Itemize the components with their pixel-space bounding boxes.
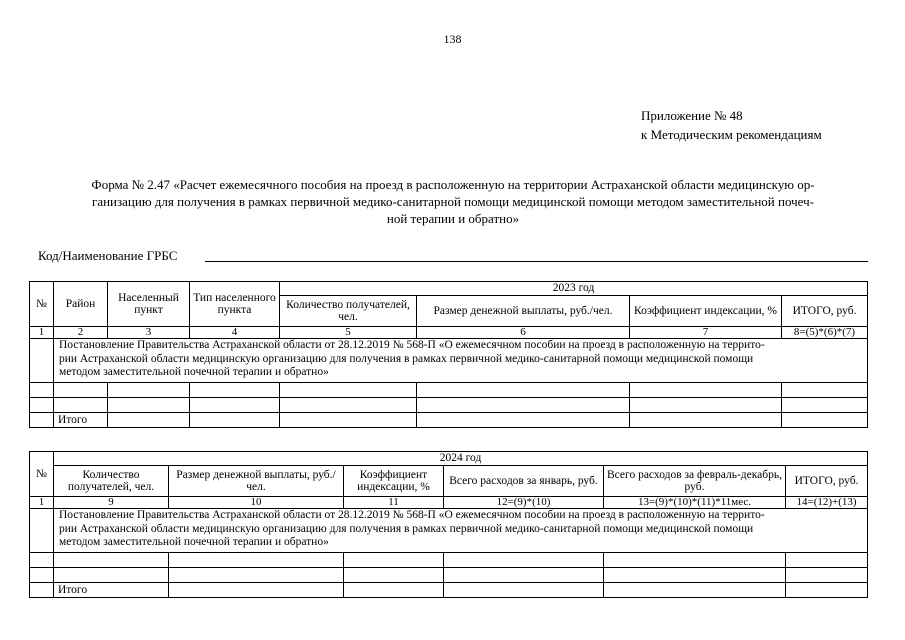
table-row[interactable] — [30, 398, 868, 413]
appendix-line-2: к Методическим рекомендациям — [641, 127, 822, 142]
table-cell[interactable] — [30, 383, 54, 398]
table-cell[interactable] — [786, 583, 868, 598]
table-cell — [30, 509, 54, 553]
year-header-2024: 2024 год — [54, 452, 868, 466]
col-header-payment: Размер денежной выплаты, руб./чел. — [169, 466, 344, 497]
regulation-line-1: Постановление Правительства Астраханской области от 28.12.2019 № 568-П «О ежемесячном пособии на проезд в расположенную на террито- — [59, 339, 765, 351]
table-cell[interactable] — [169, 553, 344, 568]
column-number: 7 — [630, 327, 782, 339]
year-header-2023: 2023 год — [280, 282, 868, 296]
total-row — [30, 583, 868, 598]
table-cell[interactable] — [444, 553, 604, 568]
table-cell[interactable] — [444, 568, 604, 583]
column-number: 9 — [54, 497, 169, 509]
col-header-settlement: Населенный пункт — [108, 282, 190, 327]
regulation-line-3: методом заместительной почечной терапии и обратно» — [59, 536, 329, 548]
total-row — [30, 413, 868, 428]
column-number: 14=(12)+(13) — [786, 497, 868, 509]
regulation-line-2: рии Астраханской области медицинскую организацию для получения в рамках первичной медико-санитарной помощи медицинской помощи — [59, 352, 754, 365]
table-cell[interactable] — [54, 383, 108, 398]
table-2023 — [29, 281, 868, 428]
table-cell[interactable] — [30, 553, 54, 568]
table-cell[interactable] — [782, 413, 868, 428]
table-cell[interactable] — [280, 413, 417, 428]
table-cell[interactable] — [630, 398, 782, 413]
column-number: 3 — [108, 327, 190, 339]
table-cell[interactable] — [630, 413, 782, 428]
column-number: 4 — [190, 327, 280, 339]
column-number: 11 — [344, 497, 444, 509]
col-header-jan-expenses: Всего расходов за январь, руб. — [444, 466, 604, 497]
col-header-payment: Размер денежной выплаты, руб./чел. — [417, 296, 630, 327]
col-header-no: № — [30, 452, 54, 497]
table-cell[interactable] — [417, 383, 630, 398]
column-number: 12=(9)*(10) — [444, 497, 604, 509]
table-cell[interactable] — [604, 568, 786, 583]
page-number: 138 — [443, 32, 462, 46]
table-cell — [30, 583, 54, 598]
table-cell[interactable] — [444, 583, 604, 598]
table-cell[interactable] — [54, 398, 108, 413]
regulation-line-1: Постановление Правительства Астраханской области от 28.12.2019 № 568-П «О ежемесячном пособии на проезд в расположенную на террито- — [59, 509, 765, 521]
total-label: Итого — [54, 413, 108, 428]
table-cell[interactable] — [417, 413, 630, 428]
table-cell[interactable] — [280, 398, 417, 413]
form-title-line-3: ной терапии и обратно» — [386, 211, 520, 226]
col-header-recipients: Количество получателей, чел. — [54, 466, 169, 497]
table-cell — [30, 413, 54, 428]
table-cell[interactable] — [630, 383, 782, 398]
table-cell[interactable] — [344, 568, 444, 583]
col-header-index: Коэффициент индексации, % — [630, 296, 782, 327]
table-cell[interactable] — [190, 413, 280, 428]
form-title-line-2: ганизацию для получения в рамках первичной медико-санитарной помощи медицинской помощи методом заместительной почеч- — [92, 194, 814, 209]
col-header-no: № — [30, 282, 54, 327]
table-cell[interactable] — [417, 398, 630, 413]
table-cell[interactable] — [30, 398, 54, 413]
column-number: 13=(9)*(10)*(11)*11мес. — [604, 497, 786, 509]
table-cell[interactable] — [344, 553, 444, 568]
table-cell[interactable] — [108, 398, 190, 413]
form-title-line-1: Форма № 2.47 «Расчет ежемесячного пособия на проезд в расположенную на территории Астраханской области медицинскую ор- — [91, 177, 815, 192]
table-cell[interactable] — [54, 568, 169, 583]
table-row[interactable] — [30, 383, 868, 398]
column-number: 1 — [30, 497, 54, 509]
table-cell[interactable] — [604, 583, 786, 598]
col-header-district: Район — [54, 282, 108, 327]
column-number: 1 — [30, 327, 54, 339]
table-row[interactable] — [30, 553, 868, 568]
column-number: 8=(5)*(6)*(7) — [782, 327, 868, 339]
table-cell[interactable] — [344, 583, 444, 598]
regulation-text — [54, 509, 868, 553]
grbs-label: Код/Наименование ГРБС — [38, 248, 178, 263]
table-cell[interactable] — [108, 383, 190, 398]
table-cell[interactable] — [108, 413, 190, 428]
regulation-line-3: методом заместительной почечной терапии и обратно» — [59, 366, 329, 378]
table-cell[interactable] — [604, 553, 786, 568]
table-cell[interactable] — [786, 568, 868, 583]
table-cell[interactable] — [169, 583, 344, 598]
col-header-total: ИТОГО, руб. — [782, 296, 868, 327]
column-number: 5 — [280, 327, 417, 339]
column-number: 10 — [169, 497, 344, 509]
col-header-total: ИТОГО, руб. — [786, 466, 868, 497]
table-cell[interactable] — [782, 398, 868, 413]
appendix-note — [641, 106, 822, 144]
table-cell[interactable] — [54, 553, 169, 568]
table-cell[interactable] — [190, 383, 280, 398]
table-cell[interactable] — [786, 553, 868, 568]
column-number: 2 — [54, 327, 108, 339]
col-header-recipients: Количество получателей, чел. — [280, 296, 417, 327]
table-cell[interactable] — [169, 568, 344, 583]
grbs-input-line[interactable] — [205, 261, 868, 262]
total-label: Итого — [54, 583, 169, 598]
column-numbers-row — [30, 497, 868, 509]
table-cell — [30, 339, 54, 383]
form-title — [30, 176, 876, 227]
col-header-feb-dec-expenses: Всего расходов за февраль-декабрь, руб. — [604, 466, 786, 497]
col-header-settlement-type: Тип населенного пункта — [190, 282, 280, 327]
table-cell[interactable] — [280, 383, 417, 398]
regulation-text — [54, 339, 868, 383]
table-2024 — [29, 451, 868, 598]
table-row[interactable] — [30, 568, 868, 583]
table-cell[interactable] — [190, 398, 280, 413]
column-numbers-row — [30, 327, 868, 339]
column-number: 6 — [417, 327, 630, 339]
col-header-index: Коэффициент индексации, % — [344, 466, 444, 497]
regulation-line-2: рии Астраханской области медицинскую организацию для получения в рамках первичной медико-санитарной помощи медицинской помощи — [59, 522, 754, 535]
table-cell[interactable] — [782, 383, 868, 398]
appendix-line-1: Приложение № 48 — [641, 108, 743, 123]
table-cell[interactable] — [30, 568, 54, 583]
